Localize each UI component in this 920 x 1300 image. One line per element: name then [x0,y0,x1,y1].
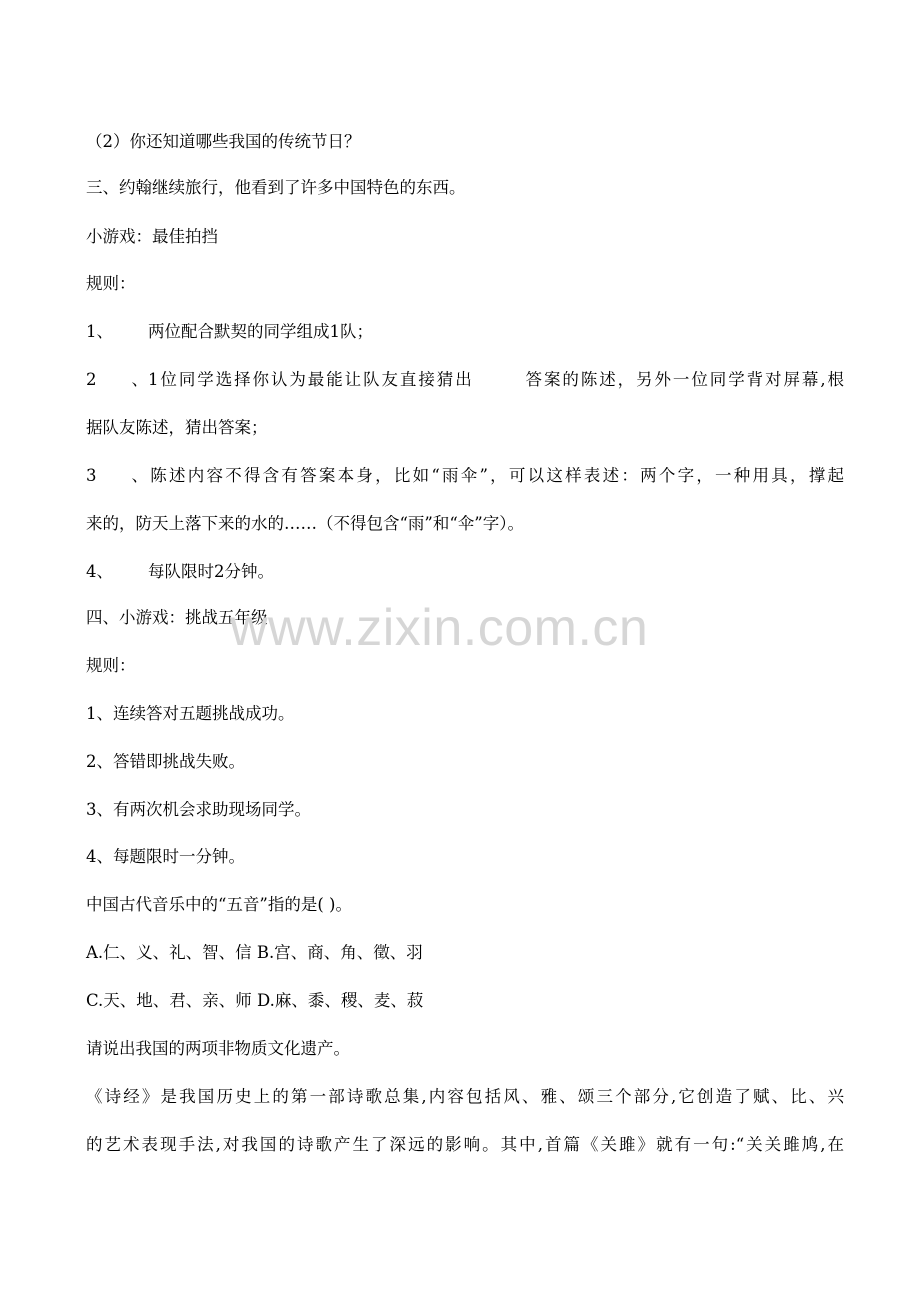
rule-4 [86,561,274,583]
rule-1 [86,321,373,343]
rule-text: 1位同学选择你认为最能让队友直接猜出 [148,370,474,389]
watermark: www.zixin.com.cn [230,599,649,657]
rule-text: 每队限时2分钟。 [148,562,274,581]
rule-number: 3、 [86,466,148,485]
rules-label-1: 规则： [86,274,136,293]
rule-3 [86,465,844,487]
shijing-paragraph-line-2: 的艺术表现手法,对我国的诗歌产生了深远的影响。其中,首篇《关雎》就有一句:“关关雎鸠,在 [86,1135,844,1154]
shijing-paragraph-line-1: 《诗经》是我国历史上的第一部诗歌总集,内容包括风、雅、颂三个部分,它创造了赋、比、兴 [86,1087,844,1106]
question-traditional-festivals: （2）你还知道哪些我国的传统节日？ [86,132,361,151]
challenge-rule-2: 2、答错即挑战失败。 [86,752,245,771]
rule-text-continued: 答案的陈述，另外一位同学背对屏幕,根 [523,370,844,389]
rule-number: 1、 [86,322,113,341]
challenge-rule-3: 3、有两次机会求助现场同学。 [86,800,311,819]
rule-3-continuation: 来的，防天上落下来的水的……（不得包含“雨”和“伞”字）。 [86,514,524,533]
section-four-heading: 四、小游戏：挑战五年级 [86,608,268,627]
challenge-rule-1: 1、连续答对五题挑战成功。 [86,704,295,723]
rule-text: 陈述内容不得含有答案本身，比如“雨伞”，可以这样表述：两个字，一种用具，撑起 [148,466,844,485]
quiz-options-a-b: A.仁、义、礼、智、信 B.宫、商、角、徵、羽 [86,943,423,962]
section-three-heading: 三、约翰继续旅行，他看到了许多中国特色的东西。 [86,178,466,197]
challenge-rule-4: 4、每题限时一分钟。 [86,847,245,866]
rule-number: 4、 [86,562,113,581]
rule-2 [86,369,844,391]
rule-text: 两位配合默契的同学组成1队； [148,322,373,341]
game-best-partner-title: 小游戏：最佳拍挡 [86,227,218,246]
quiz-question-five-tones: 中国古代音乐中的“五音”指的是( )。 [86,895,352,914]
question-intangible-heritage: 请说出我国的两项非物质文化遗产。 [86,1039,350,1058]
rule-2-continuation: 据队友陈述，猜出答案； [86,418,268,437]
quiz-options-c-d: C.天、地、君、亲、师 D.麻、黍、稷、麦、菽 [86,991,424,1010]
rule-number: 2、 [86,370,148,389]
rules-label-2: 规则： [86,656,136,675]
